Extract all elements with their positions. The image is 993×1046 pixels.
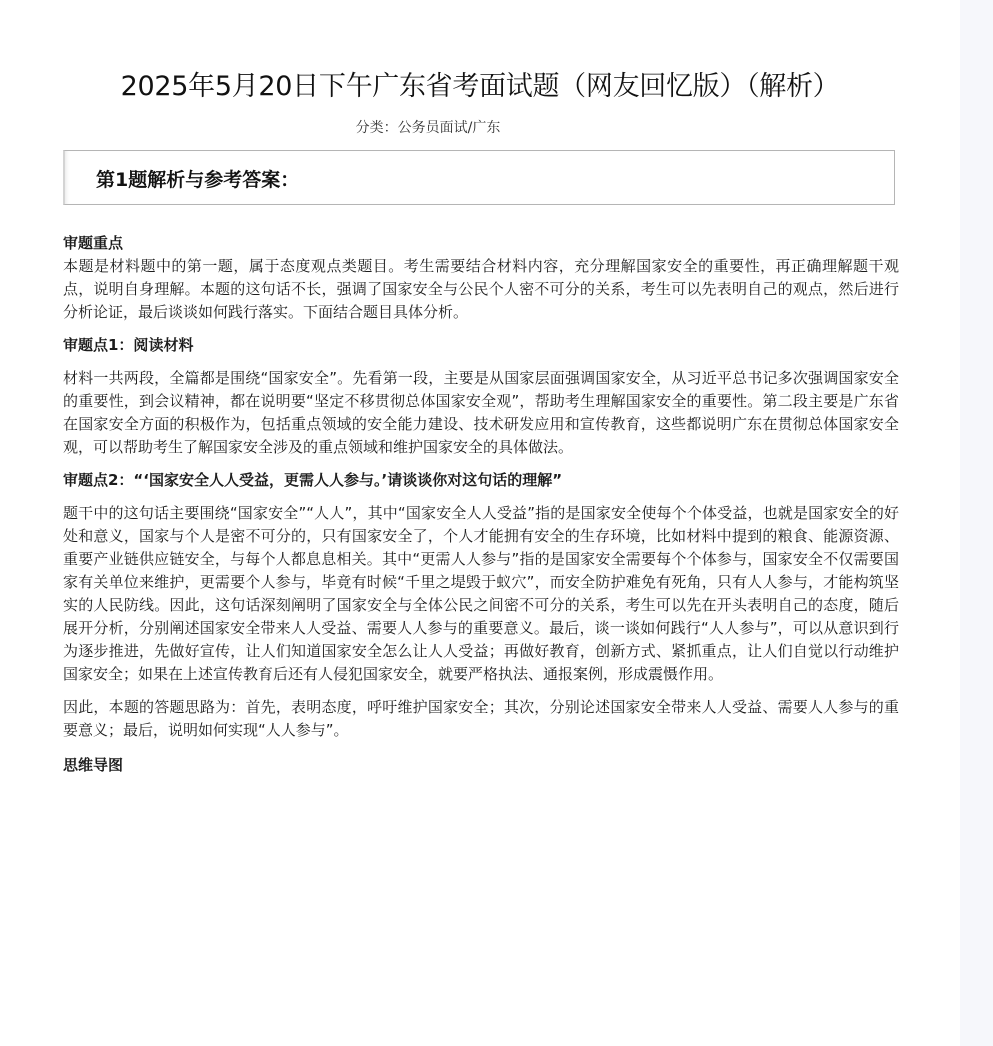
article-content (63, 232, 899, 777)
page-title: 2025年5月20日下午广东省考面试题（网友回忆版）（解析） (120, 71, 840, 102)
heading-mind-map: 思维导图 (63, 756, 124, 774)
paragraph-key-points: 本题是材料题中的第一题，属于态度观点类题目。考生需要结合材料内容，充分理解国家安全的重要性，再正确理解题干观点，说明自身理解。本题的这句话不长，强调了国家安全与公民个人密不可分的关系，考生可以先表明自己的观点，然后进行分析论证，最后谈谈如何践行落实。下面结合题目具体分析。 (63, 257, 899, 321)
right-margin-strip (960, 0, 993, 1046)
section-header-box (63, 150, 895, 205)
heading-point-2: 审题点2：“‘国家安全人人受益，更需人人参与。’请谈谈你对这句话的理解” (63, 471, 563, 489)
category-label: 分类：公务员面试/广东 (355, 120, 501, 136)
paragraph-answer-approach: 因此，本题的答题思路为：首先，表明态度，呼吁维护国家安全；其次，分别论述国家安全带来人人受益、需要人人参与的重要意义；最后，说明如何实现“人人参与”。 (63, 698, 899, 739)
heading-point-1: 审题点1：阅读材料 (63, 336, 194, 354)
paragraph-point-1: 材料一共两段，全篇都是围绕“国家安全”。先看第一段，主要是从国家层面强调国家安全，从习近平总书记多次强调国家安全的重要性，到会议精神，都在说明要“坚定不移贯彻总体国家安全观”，帮助考生理解国家安全的重要性。第二段主要是广东省在国家安全方面的积极作为，包括重点领域的安全能力建设、技术研发应用和宣传教育，这些都说明广东在贯彻总体国家安全观，可以帮助考生了解国家安全涉及的重点领域和维护国家安全的具体做法。 (63, 369, 899, 456)
section-heading: 第1题解析与参考答案： (96, 169, 300, 191)
paragraph-point-2: 题干中的这句话主要围绕“国家安全”“人人”，其中“国家安全人人受益”指的是国家安全使每个个体受益，也就是国家安全的好处和意义，国家与个人是密不可分的，只有国家安全了，个人才能拥有安全的生存环境，比如材料中提到的粮食、能源资源、重要产业链供应链安全，与每个人都息息相关。其中“更需人人参与”指的是国家安全需要每个个体参与，国家安全不仅需要国家有关单位来维护，更需要个人参与，毕竟有时候“千里之堤毁于蚁穴”，而安全防护难免有死角，只有人人参与，才能构筑坚实的人民防线。因此，这句话深刻阐明了国家安全与全体公民之间密不可分的关系，考生可以先在开头表明自己的态度，随后展开分析，分别阐述国家安全带来人人受益、需要人人参与的重要意义。最后，谈一谈如何践行“人人参与”，可以从意识到行为逐步推进，先做好宣传，让人们知道国家安全怎么让人人受益；再做好教育，创新方式、紧抓重点，让人们自觉以行动维护国家安全；如果在上述宣传教育后还有人侵犯国家安全，就要严格执法、通报案例，形成震慑作用。 (63, 504, 899, 683)
heading-key-points: 审题重点 (63, 234, 124, 252)
